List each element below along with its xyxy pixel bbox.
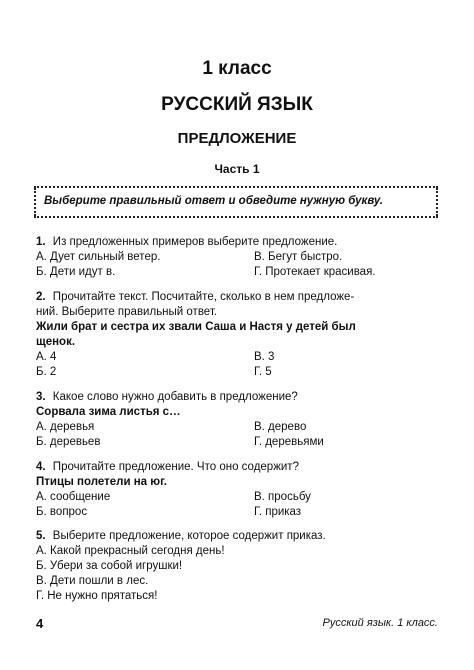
instruction-text: Выберите правильный ответ и обведите нужную букву. [44,195,383,207]
question-sentence: Птицы полетели на юг. [36,476,167,488]
option-v[interactable]: В. Дети пошли в лес. [36,575,149,587]
part-heading: Часть 1 [214,162,260,176]
running-footer-title: Русский язык. 1 класс. [322,617,438,629]
option-g[interactable]: Г. деревьями [254,436,324,448]
question-number: 4. [36,461,46,473]
option-v[interactable]: В. дерево [254,421,307,433]
option-b[interactable]: Б. вопрос [36,506,88,518]
option-v[interactable]: В. 3 [254,351,275,363]
answer-options [36,490,440,520]
question-text: Выберите предложение, которое содержит приказ. [52,530,326,542]
question-5 [36,529,440,604]
question-text: Прочитайте текст. Посчитайте, сколько в нем предложе- [52,291,355,303]
answer-options [36,250,440,280]
option-a[interactable]: А. сообщение [36,491,111,503]
option-v[interactable]: В. Бегут быстро. [254,251,343,263]
option-g[interactable]: Г. Не нужно прятаться! [36,590,158,602]
instruction-box [34,186,438,218]
question-1 [36,235,440,280]
topic-heading: ПРЕДЛОЖЕНИЕ [177,130,297,147]
option-a[interactable]: А. 4 [36,351,57,363]
option-b[interactable]: Б. деревьев [36,436,101,448]
answer-options [36,420,440,450]
question-text: Прочитайте предложение. Что оно содержит? [52,461,299,473]
option-a[interactable]: А. Дует сильный ветер. [36,251,161,263]
grade-heading: 1 класс [202,58,272,79]
option-b[interactable]: Б. 2 [36,366,57,378]
question-number: 2. [36,291,46,303]
page-number: 4 [36,616,44,631]
option-g[interactable]: Г. Протекает красивая. [254,266,376,278]
option-a[interactable]: А. Какой прекрасный сегодня день! [36,545,225,557]
question-text: Какое слово нужно добавить в предложение? [52,391,298,403]
option-b[interactable]: Б. Дети идут в. [36,266,116,278]
option-g[interactable]: Г. 5 [254,366,272,378]
question-number: 1. [36,236,46,248]
question-number: 5. [36,530,46,542]
question-sentence: Сорвала зима листья с… [36,406,181,418]
option-b[interactable]: Б. Убери за собой игрушки! [36,560,183,572]
option-v[interactable]: В. просьбу [254,491,311,503]
question-passage-line: щенок. [36,336,76,348]
question-3 [36,390,440,450]
question-text-continued: ний. Выберите правильный ответ. [36,306,218,318]
subject-heading: РУССКИЙ ЯЗЫК [161,94,313,115]
question-passage-line: Жили брат и сестра их звали Саша и Настя у детей был [36,321,356,333]
question-4 [36,460,440,520]
question-number: 3. [36,391,46,403]
answer-options [36,350,440,380]
option-a[interactable]: А. деревья [36,421,95,433]
option-g[interactable]: Г. приказ [254,506,302,518]
question-2 [36,290,440,380]
question-text: Из предложенных примеров выберите предложение. [52,236,338,248]
